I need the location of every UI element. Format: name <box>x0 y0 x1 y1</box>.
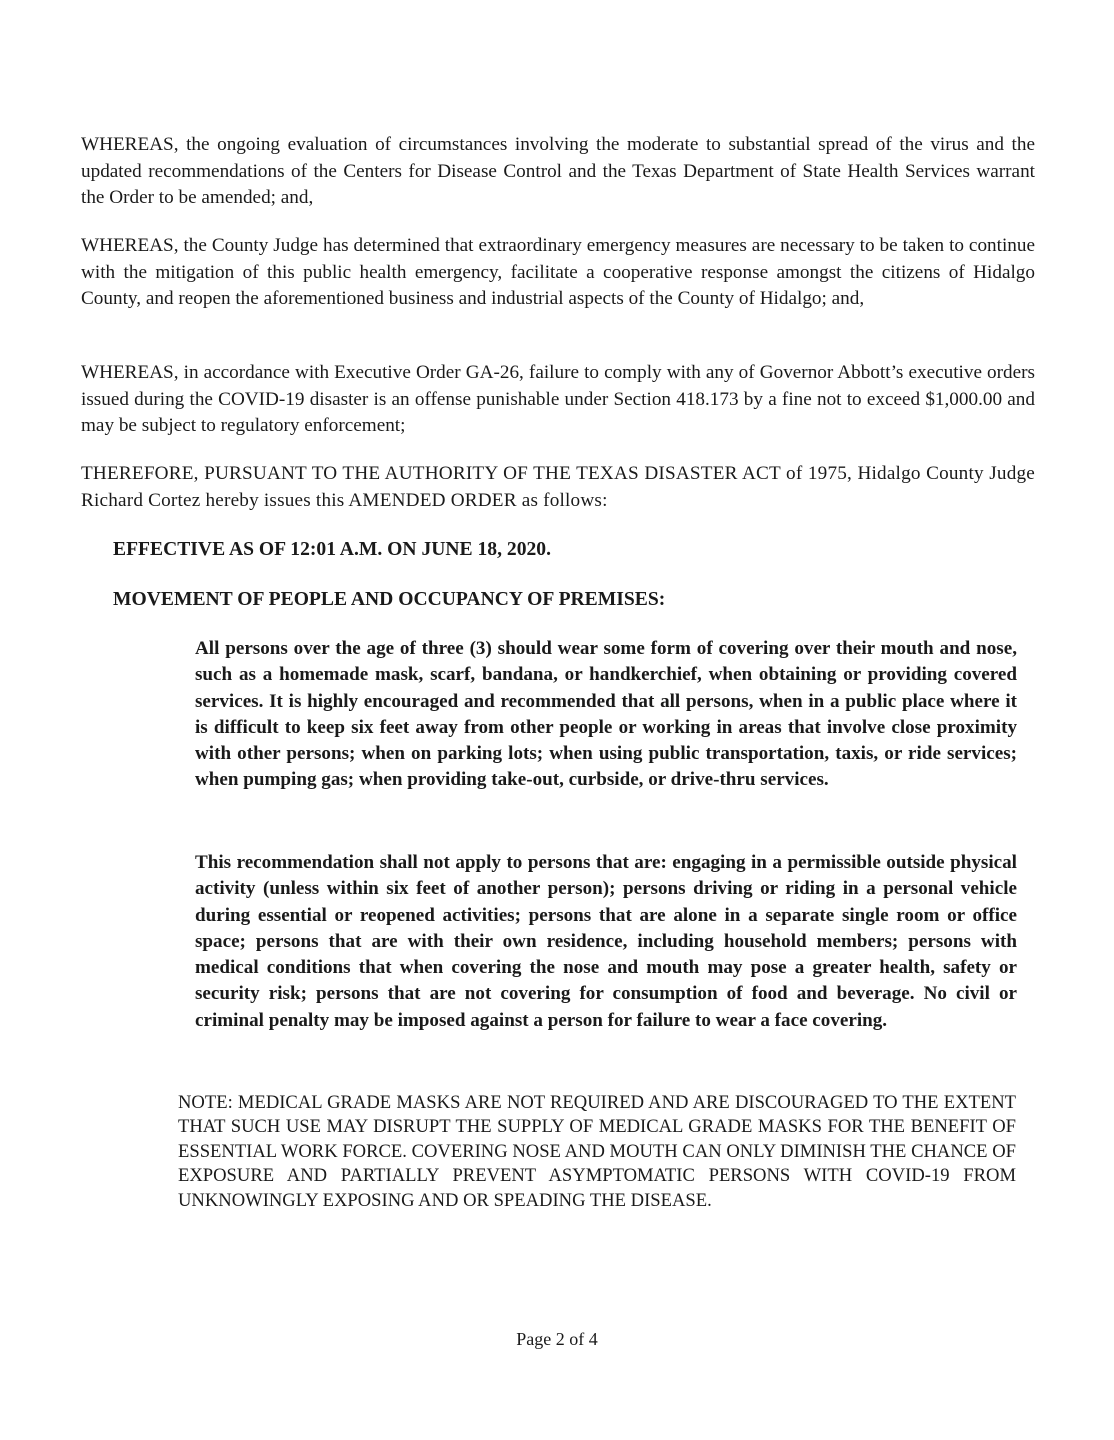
movement-section-heading: MOVEMENT OF PEOPLE AND OCCUPANCY OF PREMISES: <box>113 589 666 610</box>
therefore-paragraph: THEREFORE, PURSUANT TO THE AUTHORITY OF THE TEXAS DISASTER ACT of 1975, Hidalgo County Judge Richard Cortez hereby issues this AMENDED ORDER as follows: <box>81 463 1035 511</box>
face-covering-paragraph: All persons over the age of three (3) should wear some form of covering over their mouth and nose, such as a homemade mask, scarf, bandana, or handkerchief, when obtaining or providing covered services. It is highly encouraged and recommended that all persons, when in a public place where it is difficult to keep six feet away from other people or working in areas that involve close proximity with other persons; when on parking lots; when using public transportation, taxis, or ride services; when pumping gas; when providing take-out, curbside, or drive-thru services. <box>195 638 1017 791</box>
medical-mask-note: NOTE: MEDICAL GRADE MASKS ARE NOT REQUIRED AND ARE DISCOURAGED TO THE EXTENT THAT SUCH USE MAY DISRUPT THE SUPPLY OF MEDICAL GRADE MASKS FOR THE BENEFIT OF ESSENTIAL WORK FORCE. COVERING NOSE AND MOUTH CAN ONLY DIMINISH THE CHANCE OF EXPOSURE AND PARTIALLY PREVENT ASYMPTOMATIC PERSONS WITH COVID-19 FROM UNKNOWINGLY EXPOSING AND OR SPEADING THE DISEASE. <box>178 1092 1016 1211</box>
effective-date-heading: EFFECTIVE AS OF 12:01 A.M. ON JUNE 18, 2020. <box>113 539 551 560</box>
whereas-paragraph-2: WHEREAS, the County Judge has determined that extraordinary emergency measures are necessary to be taken to continue with the mitigation of this public health emergency, facilitate a cooperative response amongst the citizens of Hidalgo County, and reopen the aforementioned business and industrial aspects of the County of Hidalgo; and, <box>81 235 1035 309</box>
whereas-paragraph-3: WHEREAS, in accordance with Executive Order GA-26, failure to comply with any of Governor Abbott’s executive orders issued during the COVID-19 disaster is an offense punishable under Section 418.173 by a fine not to exceed $1,000.00 and may be subject to regulatory enforcement; <box>81 362 1035 436</box>
whereas-paragraph-1: WHEREAS, the ongoing evaluation of circumstances involving the moderate to substantial spread of the virus and the updated recommendations of the Centers for Disease Control and the Texas Department of State Health Services warrant the Order to be amended; and, <box>81 134 1035 208</box>
exemption-paragraph: This recommendation shall not apply to persons that are: engaging in a permissible outside physical activity (unless within six feet of another person); persons driving or riding in a personal vehicle during essential or reopened activities; persons that are alone in a separate single room or office space; persons that are with their own residence, including household members; persons with medical conditions that when covering the nose and mouth may pose a greater health, safety or security risk; persons that are not covering for consumption of food and beverage. No civil or criminal penalty may be imposed against a person for failure to wear a face covering. <box>195 852 1017 1031</box>
page-number: Page 2 of 4 <box>516 1329 598 1349</box>
